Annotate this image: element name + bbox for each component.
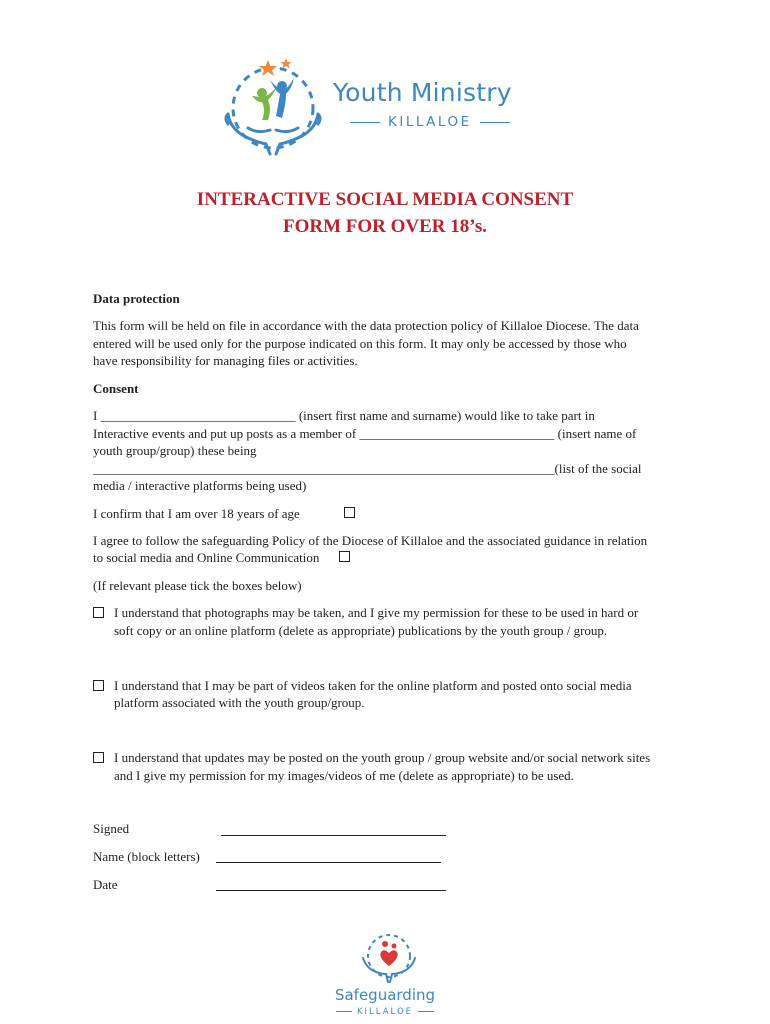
date-label: Date — [93, 877, 118, 892]
age-confirm-text: I confirm that I am over 18 years of age — [93, 506, 300, 521]
video-consent-checkbox[interactable] — [93, 680, 104, 691]
consent-heading: Consent — [93, 381, 139, 396]
video-consent-line-1: I understand that I may be part of videos taken for the online platform and posted onto social media — [114, 678, 632, 693]
data-protection-line: This form will be held on file in accordance with the data protection policy of Killaloe Diocese. The data — [93, 318, 639, 333]
signed-field[interactable] — [221, 835, 446, 836]
logo-title: Youth Ministry — [333, 78, 512, 107]
consent-line: Interactive events and put up posts as a member of ______________________________ (insert name of — [93, 426, 637, 441]
photo-consent-line-1: I understand that photographs may be taken, and I give my permission for these to be used in hard or — [114, 605, 639, 620]
safeguarding-title: Safeguarding — [334, 986, 436, 1004]
data-protection-line: entered will be used only for the purpose indicated on this form. It may only be accessed by those who — [93, 335, 627, 351]
date-field[interactable] — [216, 890, 446, 891]
age-confirm-checkbox[interactable] — [344, 507, 355, 518]
consent-line: _______________________________________________________________________(list of the social — [93, 461, 642, 476]
photo-consent-checkbox[interactable] — [93, 607, 104, 618]
updates-consent-line-2: and I give my permission for my images/videos of me (delete as appropriate) to be used. — [114, 768, 574, 783]
updates-consent-line-1: I understand that updates may be posted on the youth group / group website and/or social network sites — [114, 750, 651, 765]
form-title-line-1: INTERACTIVE SOCIAL MEDIA CONSENT — [196, 189, 574, 210]
policy-line-1: I agree to follow the safeguarding Policy of the Diocese of Killaloe and the associated guidance in relation — [93, 533, 648, 548]
policy-checkbox[interactable] — [339, 551, 350, 562]
youth-ministry-logo-icon — [218, 58, 328, 158]
data-protection-line: have responsibility for managing files or activities. — [93, 353, 358, 368]
name-field[interactable] — [216, 862, 441, 863]
photo-consent-line-2: soft copy or an online platform (delete as appropriate) publications by the youth group / group. — [114, 623, 608, 638]
consent-line: youth group/group) these being — [93, 443, 257, 458]
policy-line-2: to social media and Online Communication — [93, 550, 320, 565]
video-consent-line-2: platform associated with the youth group/group. — [114, 695, 365, 710]
consent-line: I ______________________________ (insert first name and surname) would like to take part in — [93, 408, 595, 423]
data-protection-heading: Data protection — [93, 291, 180, 306]
form-title-line-2: FORM FOR OVER 18’s. — [282, 216, 488, 237]
updates-consent-checkbox[interactable] — [93, 752, 104, 763]
safeguarding-subtitle: KILLALOE — [0, 1007, 770, 1017]
tick-note: (If relevant please tick the boxes below) — [93, 578, 302, 593]
signed-label: Signed — [93, 821, 130, 836]
name-label: Name (block letters) — [93, 849, 200, 864]
safeguarding-logo-icon — [358, 932, 420, 984]
consent-line: media / interactive platforms being used) — [93, 478, 307, 493]
logo-subtitle: KILLALOE — [342, 114, 518, 130]
